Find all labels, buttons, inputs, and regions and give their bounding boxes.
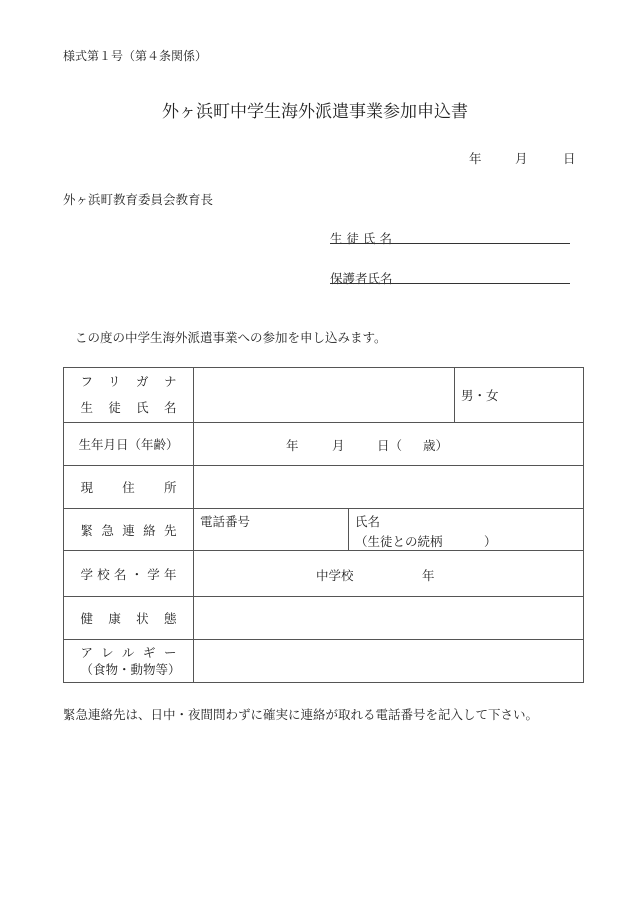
birthdate-day-unit: 日（ — [377, 438, 403, 453]
relation-close: ） — [484, 534, 497, 549]
allergy-sub-label: （食物・動物等） — [80, 662, 181, 677]
signature-guardian-label: 保護者氏名 — [330, 271, 393, 286]
school-field[interactable] — [194, 551, 584, 597]
address-label: 現住所 — [80, 480, 177, 495]
furigana-label: フリガナ — [80, 374, 177, 389]
birthdate-field[interactable] — [194, 423, 584, 466]
footnote: 緊急連絡先は、日中・夜間問わずに確実に連絡が取れる電話番号を記入して下さい。 — [63, 707, 539, 722]
address-field[interactable] — [194, 466, 584, 509]
signature-student-line[interactable] — [330, 243, 570, 244]
gender-options: 男・女 — [461, 388, 499, 403]
relation-label: （生徒との続柄 — [355, 534, 443, 549]
table-row-birthdate — [64, 423, 584, 466]
student-name-field[interactable] — [194, 368, 455, 423]
page-title: 外ヶ浜町中学生海外派遣事業参加申込書 — [162, 102, 468, 122]
allergy-field[interactable] — [194, 640, 584, 683]
signature-guardian-line[interactable] — [330, 283, 570, 284]
birthdate-month-unit: 月 — [332, 438, 345, 453]
name-label-cell — [64, 368, 194, 423]
emergency-label-cell — [64, 509, 194, 551]
grade-suffix: 年 — [422, 567, 435, 583]
date-day-label: 日 — [563, 151, 576, 166]
address-label-cell — [64, 466, 194, 509]
allergy-label: アレルギー — [80, 645, 177, 660]
gender-cell[interactable] — [455, 368, 584, 423]
table-row-allergy — [64, 640, 584, 683]
health-field[interactable] — [194, 597, 584, 640]
emergency-label: 緊急連絡先 — [80, 522, 177, 538]
birthdate-year-unit: 年 — [286, 438, 299, 453]
table-row-name — [64, 368, 584, 423]
table-row-address — [64, 466, 584, 509]
contact-name-label: 氏名 — [355, 514, 381, 529]
signature-student-label: 生徒氏名 — [330, 231, 397, 246]
school-label: 学校名・学年 — [80, 566, 177, 582]
table-row-health — [64, 597, 584, 640]
date-month-label: 月 — [515, 151, 528, 166]
health-label-cell — [64, 597, 194, 640]
addressee: 外ヶ浜町教育委員会教育長 — [63, 192, 214, 207]
allergy-label-cell — [64, 640, 194, 683]
birthdate-age-unit: 歳） — [423, 438, 449, 453]
phone-label: 電話番号 — [200, 514, 251, 529]
date-year-label: 年 — [469, 151, 482, 166]
application-form-table — [63, 367, 584, 683]
school-suffix: 中学校 — [316, 567, 354, 583]
health-label: 健康状態 — [80, 611, 177, 626]
student-name-label: 生徒氏名 — [80, 400, 177, 415]
contact-name-cell[interactable] — [349, 509, 584, 551]
table-row-school — [64, 551, 584, 597]
form-number: 様式第１号（第４条関係） — [63, 49, 208, 63]
table-row-emergency — [64, 509, 584, 551]
phone-cell[interactable] — [194, 509, 349, 551]
intro-text: この度の中学生海外派遣事業への参加を申し込みます。 — [75, 330, 387, 345]
birthdate-label: 生年月日（年齢） — [64, 423, 194, 466]
school-label-cell — [64, 551, 194, 597]
